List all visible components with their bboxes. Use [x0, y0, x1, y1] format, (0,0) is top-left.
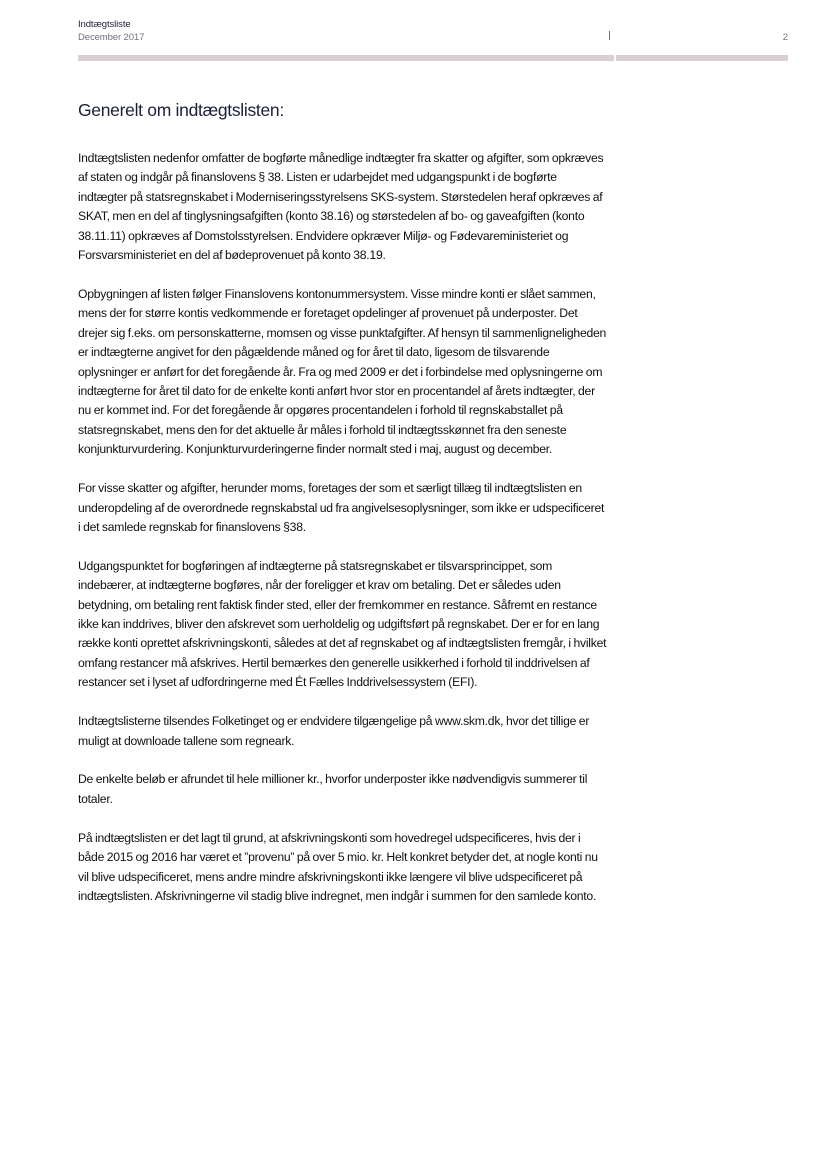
paragraph-structure: Opbygningen af listen følger Finanslovens kontonummersystem. Visse mindre konti er slået sammen, mens der for større kontis vedkommende er foretaget opdelinger af provenuet på underposter. Det drejer sig f.eks. om personskatterne, momsen og visse punktafgifter. Af hensyn til sammenligneligheden er indtægterne angivet for den pågældende måned og for året til dato, ligesom de tilsvarende oplysninger er anført for det foregående år. Fra og med 2009 er det i forbindelse med oplysningerne om indtægterne for året til dato for de enkelte konti anført hvor stor en procentandel af årets indtægter, der nu er kommet ind. For det foregående år opgøres procentandelen i forhold til regnskabstallet på statsregnskabet, mens den for det aktuelle år måles i forhold til indtægtsskønnet fra den seneste konjunkturvurdering. Konjunkturvurderingerne finder normalt sted i maj, august og december.	[78, 286, 607, 457]
page-number: 2	[782, 32, 788, 43]
header-rule	[78, 55, 788, 61]
header-rule-gap	[614, 55, 616, 61]
paragraph-subdivision: For visse skatter og afgifter, herunder moms, foretages der som et særligt tillæg til indtægtslisten en underopdeling af de overordnede regnskabstal ud fra angivelsesoplysninger, som ikke er udspecificeret i det samlede regnskab for finanslovens §38.	[78, 481, 605, 534]
paragraph-availability: Indtægtslisterne tilsendes Folketinget og er endvidere tilgængelige på www.skm.dk, hvor det tillige er muligt at downloade tallene som regneark.	[78, 714, 590, 748]
main-content	[78, 98, 608, 926]
document-date: December 2017	[78, 32, 145, 43]
header-divider-mark	[609, 31, 610, 40]
paragraph-accounting-principle: Udgangspunktet for bogføringen af indtægterne på statsregnskabet er tilsvarsprincippet, som indebærer, at indtægterne bogføres, når der foreligger et krav om betaling. Det er således uden betydning, om betaling rent faktisk finder sted, eller der fremkommer en restance. Såfremt en restance ikke kan inddrives, bliver den afskrevet som uerholdelig og udgiftsført på regnskabet. Der er for en lang række konti oprettet afskrivningskonti, således at det af regnskabet og af indtægtslisten fremgår, i hvilket omfang restancer må afskrives. Hertil bemærkes den generelle usikkerhed i forhold til inddrivelsen af restancer set i lyset af udfordringerne med Ét Fælles Inddrivelsessystem (EFI).	[78, 558, 607, 690]
paragraph-writeoff-accounts: På indtægtslisten er det lagt til grund, at afskrivningskonti som hovedregel udspecificeres, hvis der i både 2015 og 2016 har været et ”provenu” på over 5 mio. kr. Helt konkret betyder det, at nogle konti nu vil blive udspecificeret, mens andre mindre afskrivningskonti ikke længere vil blive udspecificeret på indtægtslisten. Afskrivningerne vil stadig blive indregnet, men indgår i summen for den samlede konto.	[78, 830, 598, 903]
paragraph-intro: Indtægtslisten nedenfor omfatter de bogførte månedlige indtægter fra skatter og afgifter, som opkræves af staten og indgår på finanslovens § 38. Listen er udarbejdet med udgangspunkt i de bogførte indtægter på statsregnskabet i Moderniseringsstyrelsens SKS-system. Størstedelen heraf opkræves af SKAT, men en del af tinglysningsafgiften (konto 38.16) og størstedelen af bo- og gaveafgiften (konto 38.11.11) opkræves af Domstolsstyrelsen. Endvidere opkræver Miljø- og Fødevareministeriet og Forsvarsministeriet en del af bødeprovenuet på konto 38.19.	[78, 151, 604, 263]
section-heading: Generelt om indtægtslisten:	[78, 100, 284, 120]
document-title: Indtægtsliste	[78, 19, 131, 30]
paragraph-rounding: De enkelte beløb er afrundet til hele millioner kr., hvorfor underposter ikke nødvendigvis summerer til totaler.	[78, 772, 588, 806]
